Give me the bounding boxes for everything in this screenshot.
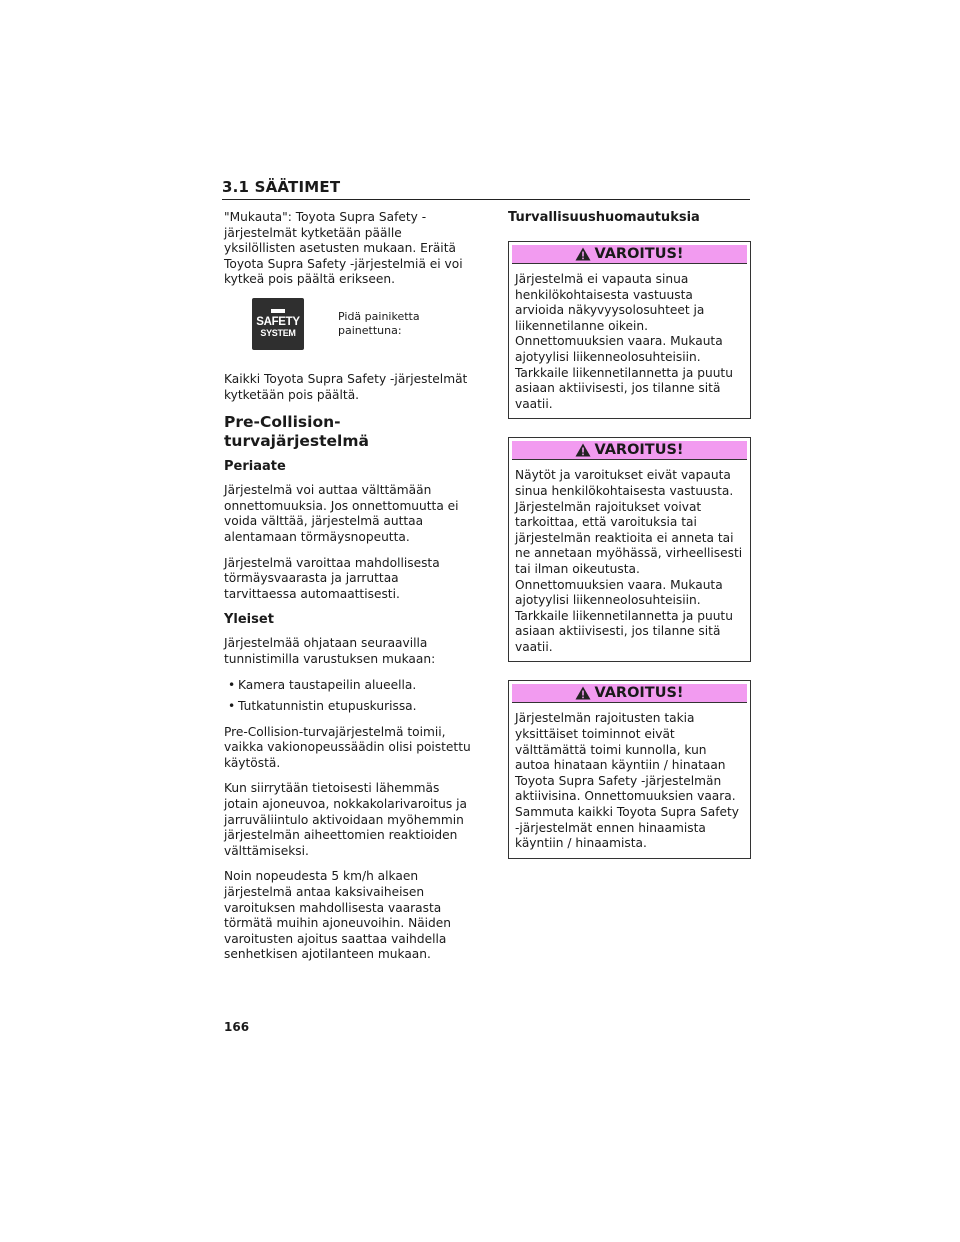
sensor-list bbox=[224, 678, 474, 715]
warning-triangle-icon bbox=[575, 443, 591, 457]
warning-box bbox=[508, 680, 751, 858]
safety-notes-heading: Turvallisuushuomautuksia bbox=[508, 210, 700, 225]
yleiset-paragraph-3: Kun siirrytään tietoisesti lähemmäs jotain ajoneuvoa, nokkakolarivaroitus ja jarruväliintulo aktivoidaan myöhemmin järjestelmän aiheettomien reaktioiden välttämiseksi. bbox=[224, 781, 467, 858]
button-figure bbox=[252, 298, 474, 350]
warning-triangle-icon bbox=[575, 686, 591, 700]
warning-text: Järjestelmän rajoitusten takia yksittäiset toiminnot eivät välttämättä toimi kunnolla, kun autoa hinataan käyntiin / hinataan Toyota Supra Safety -järjestelmän aktiivisina. Onnettomuuksien vaara. Sammuta kaikki Toyota Supra Safety -järjestelmät ennen hinaamista käyntiin / hinaamista. bbox=[515, 711, 740, 851]
warning-title: VAROITUS! bbox=[594, 442, 684, 459]
warning-triangle-icon bbox=[575, 247, 591, 261]
yleiset-paragraph-1: Järjestelmää ohjataan seuraavilla tunnistimilla varustuksen mukaan: bbox=[224, 636, 436, 666]
warning-title: VAROITUS! bbox=[594, 685, 684, 702]
warning-box bbox=[508, 241, 751, 419]
warning-box bbox=[508, 437, 751, 662]
periaate-paragraph-1: Järjestelmä voi auttaa välttämään onnettomuuksia. Jos onnettomuutta ei voida välttää, järjestelmä auttaa alentamaan törmäysnopeutta. bbox=[224, 483, 459, 544]
warning-header bbox=[512, 245, 747, 264]
section-header bbox=[222, 177, 750, 200]
section-title: 3.1 SÄÄTIMET bbox=[222, 178, 341, 196]
periaate-paragraph-2: Järjestelmä varoittaa mahdollisesta törmäysvaarasta ja jarruttaa tarvittaessa automaattisesti. bbox=[224, 555, 440, 601]
yleiset-heading: Yleiset bbox=[224, 612, 274, 628]
button-label-line2: SYSTEM bbox=[260, 328, 296, 339]
page-number: 166 bbox=[224, 1020, 250, 1034]
yleiset-paragraph-4: Noin nopeudesta 5 km/h alkaen järjestelmä antaa kaksivaiheisen varoituksen mahdollisesta vaarasta törmätä muihin ajoneuvoihin. Näiden varoitusten ajoitus saattaa vaihdella senhetkisen ajotilanteen mukaan. bbox=[224, 869, 452, 962]
yleiset-paragraph-2: Pre-Collision-turvajärjestelmä toimii, vaikka vakionopeussäädin olisi poistettu käytöstä. bbox=[224, 724, 471, 770]
periaate-heading: Periaate bbox=[224, 459, 286, 475]
list-item: • Kamera taustapeilin alueella. bbox=[224, 678, 474, 694]
warning-text: Näytöt ja varoitukset eivät vapauta sinua henkilökohtaisesta vastuusta. Järjestelmän rajoitukset voivat tarkoittaa, että varoituksia tai järjestelmän reaktioita ei anneta tai ne annetaan myöhässä, virheellisesti tai ilman oikeutusta. Onnettomuuksien vaara. Mukauta ajotyylisi liikenneolosuhteisiin. Tarkkaile liikennetilannetta ja puutu asiaan aktiivisesti, jos tilanne sitä vaatii. bbox=[515, 468, 743, 654]
warning-text: Järjestelmä ei vapauta sinua henkilökohtaisesta vastuusta arvioida näkyvyysolosuhteet ja liikennetilanne oikein. Onnettomuuksien vaara. Mukauta ajotyylisi liikenneolosuhteisiin. Tarkkaile liikennetilannetta ja puutu asiaan aktiivisesti, jos tilanne sitä vaatii. bbox=[515, 272, 733, 411]
warning-header bbox=[512, 684, 747, 703]
button-caption: Pidä painiketta painettuna: bbox=[338, 309, 420, 337]
chapter-title: Pre-Collision-turvajärjestelmä bbox=[224, 413, 369, 451]
warning-title: VAROITUS! bbox=[594, 246, 684, 262]
left-column bbox=[224, 210, 474, 973]
safety-system-button-icon bbox=[252, 298, 304, 350]
button-indicator-bar bbox=[271, 309, 285, 313]
list-item: • Tutkatunnistin etupuskurissa. bbox=[224, 699, 474, 715]
after-button-paragraph: Kaikki Toyota Supra Safety -järjestelmät kytketään pois päältä. bbox=[224, 371, 468, 402]
warning-header bbox=[512, 441, 747, 460]
button-label-line1: SAFETY bbox=[256, 316, 300, 329]
intro-paragraph: "Mukauta": Toyota Supra Safety -järjestelmät kytketään päälle yksilöllisten asetusten mukaan. Eräitä Toyota Supra Safety -järjestelmiä ei voi kytkeä pois päältä erikseen. bbox=[224, 210, 463, 287]
right-column bbox=[508, 210, 751, 877]
